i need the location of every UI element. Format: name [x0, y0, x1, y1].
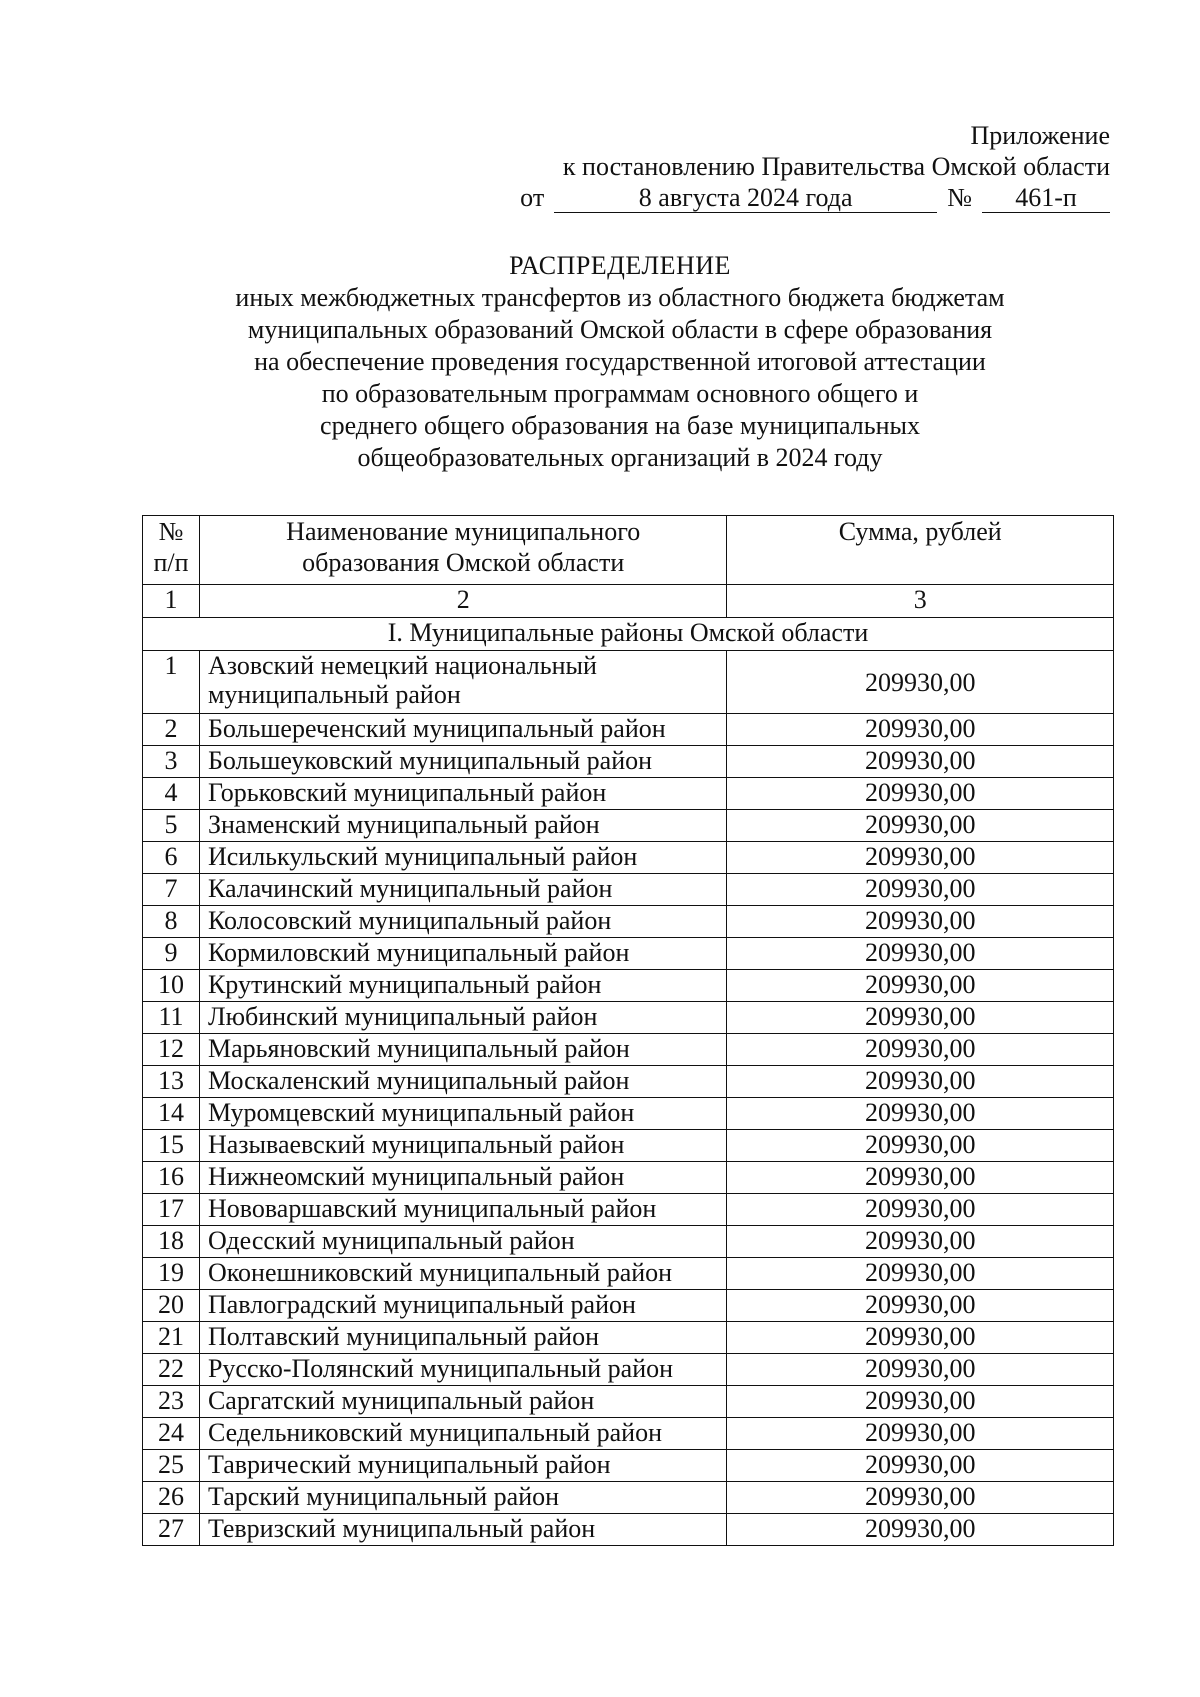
row-name-cell: Тевризский муниципальный район — [199, 1514, 726, 1546]
table-row — [143, 1290, 1114, 1322]
row-name-cell: Большереченский муниципальный район — [199, 714, 726, 746]
header-name-line: Наименование муниципального — [286, 517, 641, 546]
row-sum-cell: 209930,00 — [727, 810, 1114, 842]
row-sum-cell: 209930,00 — [727, 1258, 1114, 1290]
row-name-cell: Москаленский муниципальный район — [199, 1066, 726, 1098]
row-num-cell: 4 — [143, 778, 200, 810]
row-name-cell: Кормиловский муниципальный район — [199, 938, 726, 970]
row-num-cell: 25 — [143, 1450, 200, 1482]
table-row — [143, 970, 1114, 1002]
section-row — [143, 618, 1114, 651]
distribution-table — [142, 515, 1114, 1546]
subtitle-line: муниципальных образований Омской области в сфере образования — [247, 315, 993, 344]
row-num-cell: 19 — [143, 1258, 200, 1290]
subtitle-line: среднего общего образования на базе муниципальных — [320, 411, 920, 440]
row-name-cell: Таврический муниципальный район — [199, 1450, 726, 1482]
table-row — [143, 714, 1114, 746]
row-num-cell: 9 — [143, 938, 200, 970]
row-name-cell: Большеуковский муниципальный район — [199, 746, 726, 778]
number-sign: № — [947, 183, 972, 212]
row-sum-cell: 209930,00 — [727, 906, 1114, 938]
row-num-cell: 12 — [143, 1034, 200, 1066]
decree-date: 8 августа 2024 года — [554, 184, 937, 213]
row-name-cell: Нововаршавский муниципальный район — [199, 1194, 726, 1226]
table-row — [143, 1482, 1114, 1514]
row-num-cell: 21 — [143, 1322, 200, 1354]
row-name-cell: Нижнеомский муниципальный район — [199, 1162, 726, 1194]
appendix-label: Приложение — [970, 121, 1110, 150]
row-num-cell: 15 — [143, 1130, 200, 1162]
row-num-cell: 8 — [143, 906, 200, 938]
row-name-line: муниципальный район — [207, 680, 461, 709]
table-row — [143, 651, 1114, 714]
row-name-cell: Называевский муниципальный район — [199, 1130, 726, 1162]
row-name-cell: Марьяновский муниципальный район — [199, 1034, 726, 1066]
row-sum-cell: 209930,00 — [727, 1194, 1114, 1226]
table-row — [143, 1322, 1114, 1354]
row-name-cell: Оконешниковский муниципальный район — [199, 1258, 726, 1290]
decree-reference: к постановлению Правительства Омской области — [562, 152, 1110, 181]
row-num-cell: 16 — [143, 1162, 200, 1194]
row-name-cell: Павлоградский муниципальный район — [199, 1290, 726, 1322]
row-name-cell: Муромцевский муниципальный район — [199, 1098, 726, 1130]
row-sum-cell: 209930,00 — [727, 651, 1114, 714]
table-row — [143, 938, 1114, 970]
row-name-cell: Седельниковский муниципальный район — [199, 1418, 726, 1450]
header-num-cell — [143, 516, 200, 585]
row-sum-cell: 209930,00 — [727, 1450, 1114, 1482]
table-row — [143, 1514, 1114, 1546]
table-row — [143, 1386, 1114, 1418]
table-row — [143, 1354, 1114, 1386]
row-sum-cell: 209930,00 — [727, 1002, 1114, 1034]
table-row — [143, 1130, 1114, 1162]
document-title-block — [140, 250, 1100, 474]
row-sum-cell: 209930,00 — [727, 1386, 1114, 1418]
header-name-line: образования Омской области — [302, 548, 625, 577]
table-row — [143, 778, 1114, 810]
row-sum-cell: 209930,00 — [727, 1290, 1114, 1322]
row-num-cell: 6 — [143, 842, 200, 874]
column-index-cell: 3 — [727, 585, 1114, 618]
row-sum-cell: 209930,00 — [727, 842, 1114, 874]
row-sum-cell: 209930,00 — [727, 1130, 1114, 1162]
row-sum-cell: 209930,00 — [727, 1482, 1114, 1514]
document-title: РАСПРЕДЕЛЕНИЕ — [509, 251, 731, 280]
row-sum-cell: 209930,00 — [727, 1226, 1114, 1258]
row-sum-cell: 209930,00 — [727, 1354, 1114, 1386]
document-header — [520, 120, 1110, 213]
subtitle-line: иных межбюджетных трансфертов из областного бюджета бюджетам — [235, 283, 1005, 312]
table-row — [143, 1194, 1114, 1226]
row-name-cell: Полтавский муниципальный район — [199, 1322, 726, 1354]
row-name-cell: Знаменский муниципальный район — [199, 810, 726, 842]
column-index-cell: 1 — [143, 585, 200, 618]
row-num-cell: 11 — [143, 1002, 200, 1034]
row-sum-cell: 209930,00 — [727, 778, 1114, 810]
table-row — [143, 874, 1114, 906]
table-row — [143, 1098, 1114, 1130]
header-num-line: п/п — [153, 548, 189, 577]
table-row — [143, 842, 1114, 874]
column-index-cell: 2 — [199, 585, 726, 618]
row-name-cell: Одесский муниципальный район — [199, 1226, 726, 1258]
decree-date-line — [520, 182, 1110, 213]
row-name-cell: Тарский муниципальный район — [199, 1482, 726, 1514]
table-row — [143, 810, 1114, 842]
row-num-cell: 22 — [143, 1354, 200, 1386]
table-row — [143, 1258, 1114, 1290]
table-row — [143, 1034, 1114, 1066]
row-name-cell: Крутинский муниципальный район — [199, 970, 726, 1002]
table-row — [143, 746, 1114, 778]
row-sum-cell: 209930,00 — [727, 1066, 1114, 1098]
row-num-cell: 20 — [143, 1290, 200, 1322]
row-num-cell: 24 — [143, 1418, 200, 1450]
row-sum-cell: 209930,00 — [727, 1322, 1114, 1354]
row-num-cell: 7 — [143, 874, 200, 906]
row-name-cell: Калачинский муниципальный район — [199, 874, 726, 906]
table-row — [143, 1226, 1114, 1258]
row-name-cell — [199, 651, 726, 714]
subtitle-line: на обеспечение проведения государственной итоговой аттестации — [254, 347, 986, 376]
row-num-cell: 1 — [143, 651, 200, 714]
header-name-cell — [199, 516, 726, 585]
row-num-cell: 17 — [143, 1194, 200, 1226]
row-sum-cell: 209930,00 — [727, 1098, 1114, 1130]
row-name-cell: Исилькульский муниципальный район — [199, 842, 726, 874]
table-row — [143, 906, 1114, 938]
row-num-cell: 23 — [143, 1386, 200, 1418]
row-sum-cell: 209930,00 — [727, 1162, 1114, 1194]
section-title: I. Муниципальные районы Омской области — [143, 618, 1114, 651]
row-sum-cell: 209930,00 — [727, 1034, 1114, 1066]
row-name-cell: Русско-Полянский муниципальный район — [199, 1354, 726, 1386]
table-header-row — [143, 516, 1114, 585]
from-label: от — [520, 183, 545, 212]
row-name-line: Азовский немецкий национальный — [207, 651, 597, 680]
column-index-row — [143, 585, 1114, 618]
row-sum-cell: 209930,00 — [727, 938, 1114, 970]
row-sum-cell: 209930,00 — [727, 970, 1114, 1002]
table-row — [143, 1450, 1114, 1482]
row-sum-cell: 209930,00 — [727, 874, 1114, 906]
row-sum-cell: 209930,00 — [727, 1418, 1114, 1450]
row-num-cell: 5 — [143, 810, 200, 842]
row-name-cell: Колосовский муниципальный район — [199, 906, 726, 938]
row-num-cell: 13 — [143, 1066, 200, 1098]
row-num-cell: 3 — [143, 746, 200, 778]
subtitle-line: по образовательным программам основного общего и — [321, 379, 919, 408]
header-sum-cell: Сумма, рублей — [727, 516, 1114, 585]
row-sum-cell: 209930,00 — [727, 1514, 1114, 1546]
row-num-cell: 14 — [143, 1098, 200, 1130]
row-num-cell: 2 — [143, 714, 200, 746]
row-num-cell: 26 — [143, 1482, 200, 1514]
header-num-line: № — [158, 517, 184, 546]
table-row — [143, 1066, 1114, 1098]
row-name-cell: Любинский муниципальный район — [199, 1002, 726, 1034]
row-num-cell: 18 — [143, 1226, 200, 1258]
table-row — [143, 1418, 1114, 1450]
row-name-cell: Горьковский муниципальный район — [199, 778, 726, 810]
row-name-cell: Саргатский муниципальный район — [199, 1386, 726, 1418]
row-sum-cell: 209930,00 — [727, 746, 1114, 778]
decree-number: 461-п — [982, 184, 1110, 213]
row-num-cell: 27 — [143, 1514, 200, 1546]
subtitle-line: общеобразовательных организаций в 2024 году — [357, 443, 883, 472]
table-row — [143, 1162, 1114, 1194]
row-num-cell: 10 — [143, 970, 200, 1002]
row-sum-cell: 209930,00 — [727, 714, 1114, 746]
table-row — [143, 1002, 1114, 1034]
